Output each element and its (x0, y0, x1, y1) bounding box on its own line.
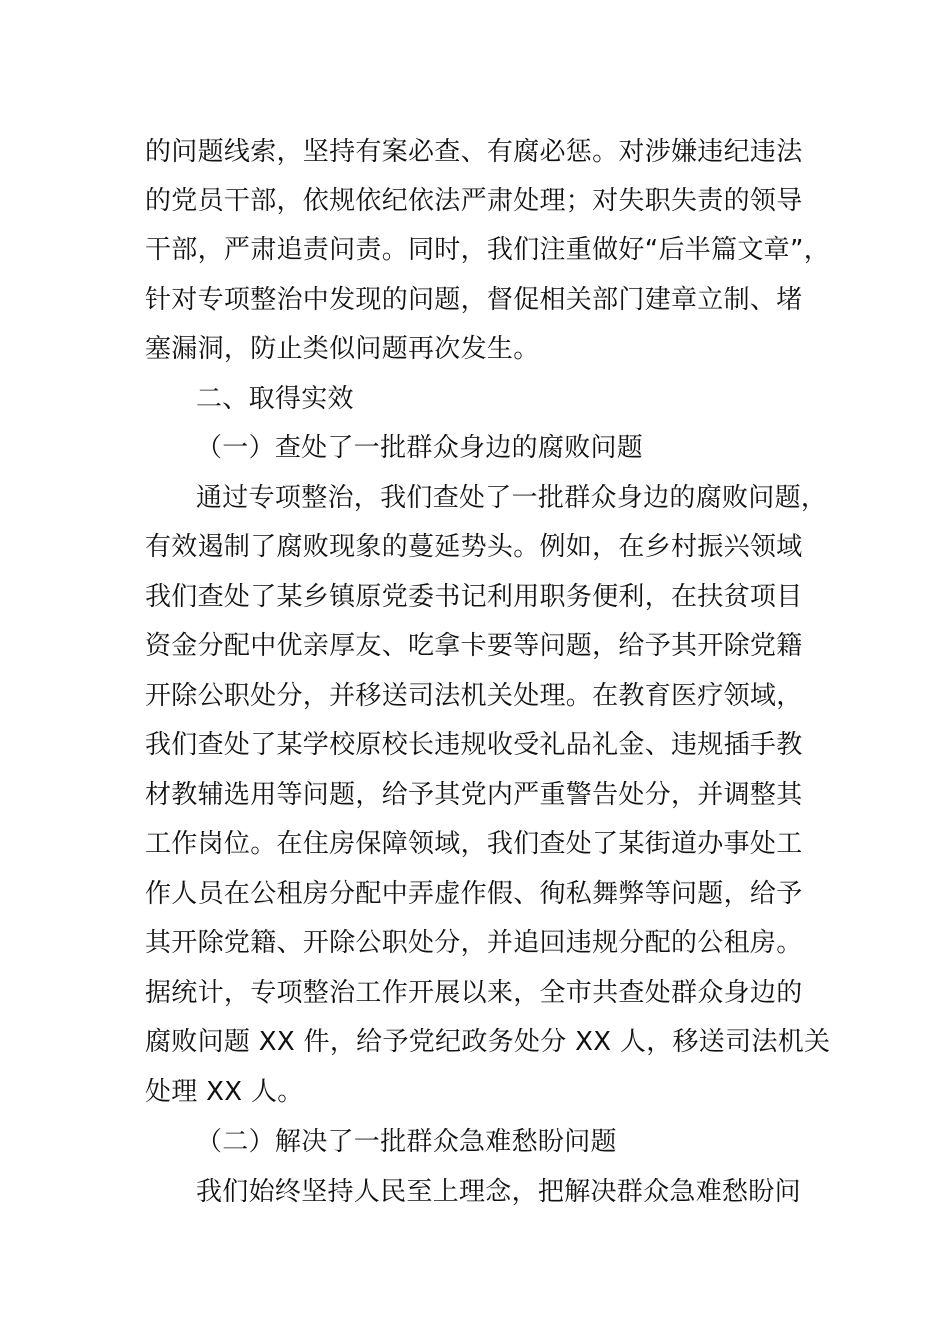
body-line-12: 开除公职处分，并移送司法机关处理。在教育医疗领域， (145, 681, 803, 711)
body-line-18: 据统计，专项整治工作开展以来，全市共查处群众身边的 (145, 978, 803, 1008)
body-line-5: 塞漏洞，防止类似问题再次发生。 (145, 334, 540, 364)
paragraph-start-line: 通过专项整治，我们查处了一批群众身边的腐败问题， (196, 483, 828, 513)
body-line-9: 有效遏制了腐败现象的蔓延势头。例如，在乡村振兴领域 (145, 532, 803, 562)
body-line-1: 的问题线索，坚持有案必查、有腐必惩。对涉嫌违纪违法 (145, 137, 803, 167)
body-line-15: 工作岗位。在住房保障领域，我们查处了某街道办事处工 (145, 829, 803, 859)
body-line-13: 我们查处了某学校原校长违规收受礼品礼金、违规插手教 (145, 730, 803, 760)
body-line-3: 干部，严肃追责问责。同时，我们注重做好“后半篇文章”， (145, 235, 831, 265)
body-line-14: 材教辅选用等问题，给予其党内严重警告处分，并调整其 (145, 780, 803, 810)
body-line-20: 处理 XX 人。 (145, 1077, 304, 1107)
body-line-17: 其开除党籍、开除公职处分，并追回违规分配的公租房。 (145, 928, 803, 958)
body-line-10: 我们查处了某乡镇原党委书记利用职务便利，在扶贫项目 (145, 582, 803, 612)
section-heading: 二、取得实效 (196, 384, 354, 414)
body-line-11: 资金分配中优亲厚友、吃拿卡要等问题，给予其开除党籍 (145, 631, 803, 661)
paragraph-start-line-2: 我们始终坚持人民至上理念，把解决群众急难愁盼问 (196, 1177, 801, 1207)
body-line-19: 腐败问题 XX 件，给予党纪政务处分 XX 人，移送司法机关 (145, 1027, 831, 1057)
body-line-2: 的党员干部，依规依纪依法严肃处理；对失职失责的领导 (145, 186, 803, 216)
body-line-16: 作人员在公租房分配中弄虚作假、徇私舞弊等问题，给予 (145, 879, 803, 909)
subsection-heading-1: （一）查处了一批群众身边的腐败问题 (196, 433, 644, 463)
body-line-4: 针对专项整治中发现的问题，督促相关部门建章立制、堵 (145, 285, 803, 315)
subsection-heading-2: （二）解决了一批群众急难愁盼问题 (196, 1127, 617, 1157)
